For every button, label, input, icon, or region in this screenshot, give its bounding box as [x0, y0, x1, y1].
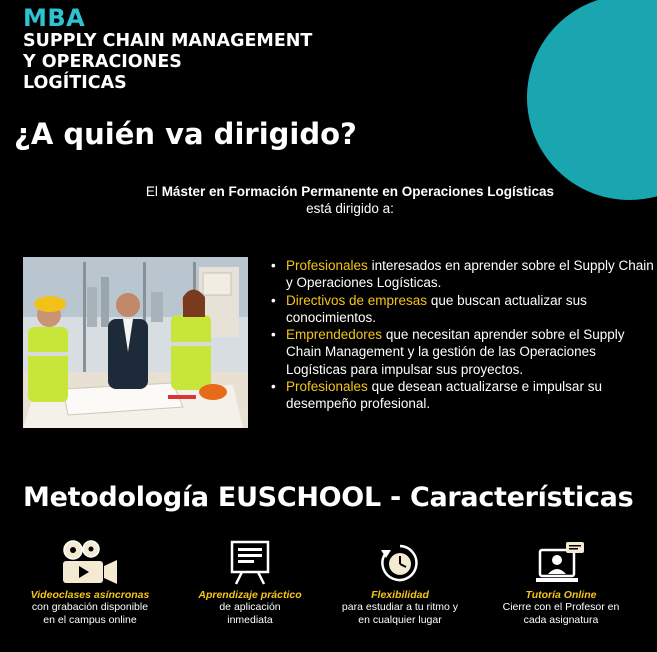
- item-highlight: Emprendedores: [286, 327, 383, 343]
- feature-desc-line: en cualquier lugar: [358, 614, 442, 626]
- item-text: interesados en aprender sobre el Supply Chain y Operaciones Logísticas.: [286, 258, 654, 291]
- feature-title: Aprendizaje práctico: [198, 589, 302, 601]
- item-highlight: Profesionales: [286, 258, 368, 273]
- construction-team-illustration: [23, 257, 248, 428]
- intro-prefix: El: [145, 184, 162, 199]
- list-item: [270, 292, 655, 327]
- item-text: que desean actualizarse e impulsar su desempeño profesional.: [286, 379, 602, 412]
- feature-tutoria: [486, 538, 636, 627]
- film-projector-icon: [59, 540, 121, 586]
- program-title-line: Y OPERACIONES: [23, 52, 182, 72]
- feature-desc-line: cada asignatura: [523, 614, 599, 626]
- feature-desc-line: para estudiar a tu ritmo y: [341, 601, 459, 613]
- program-title-line: SUPPLY CHAIN MANAGEMENT: [23, 31, 313, 51]
- program-title: [23, 31, 343, 94]
- feature-desc-line: en el campus online: [43, 614, 137, 626]
- item-text: que necesitan aprender sobre el Supply Chain Management y la gestión de las Operaciones Logísticas para impulsar sus proyectos.: [286, 327, 625, 377]
- audience-list: [270, 257, 655, 413]
- mba-label: MBA: [23, 4, 86, 32]
- feature-title: Flexibilidad: [371, 589, 429, 601]
- audience-intro: [70, 183, 630, 217]
- item-highlight: Profesionales: [286, 379, 368, 395]
- intro-line2: está dirigido a:: [306, 201, 394, 216]
- whiteboard-icon: [228, 540, 272, 586]
- feature-title: Tutoría Online: [525, 589, 597, 601]
- list-item: [270, 326, 655, 378]
- item-highlight: Directivos de empresas: [286, 292, 428, 308]
- decorative-teal-circle: [527, 0, 657, 200]
- audience-heading: ¿A quién va dirigido?: [14, 117, 357, 151]
- feature-flexibilidad: [325, 538, 475, 627]
- item-text: que buscan actualizar sus conocimientos.: [286, 292, 587, 325]
- methodology-heading: Metodología EUSCHOOL - Características: [23, 482, 634, 513]
- feature-desc-line: de aplicación: [219, 601, 281, 613]
- list-item: [270, 378, 655, 413]
- feature-aprendizaje: [175, 538, 325, 627]
- clock-arrow-icon: [377, 540, 423, 586]
- list-item: [270, 257, 655, 292]
- feature-desc-line: con grabación disponible: [31, 601, 149, 613]
- feature-desc-line: Cierre con el Profesor en: [502, 601, 620, 613]
- online-tutor-icon: [536, 540, 586, 586]
- program-title-line: LOGÍTICAS: [23, 73, 127, 93]
- intro-program-name: Máster en Formación Permanente en Operaciones Logísticas: [161, 184, 555, 199]
- workers-photo: [23, 257, 248, 428]
- feature-videoclases: [15, 538, 165, 627]
- feature-title: Videoclases asíncronas: [30, 589, 150, 601]
- feature-desc-line: inmediata: [227, 614, 273, 626]
